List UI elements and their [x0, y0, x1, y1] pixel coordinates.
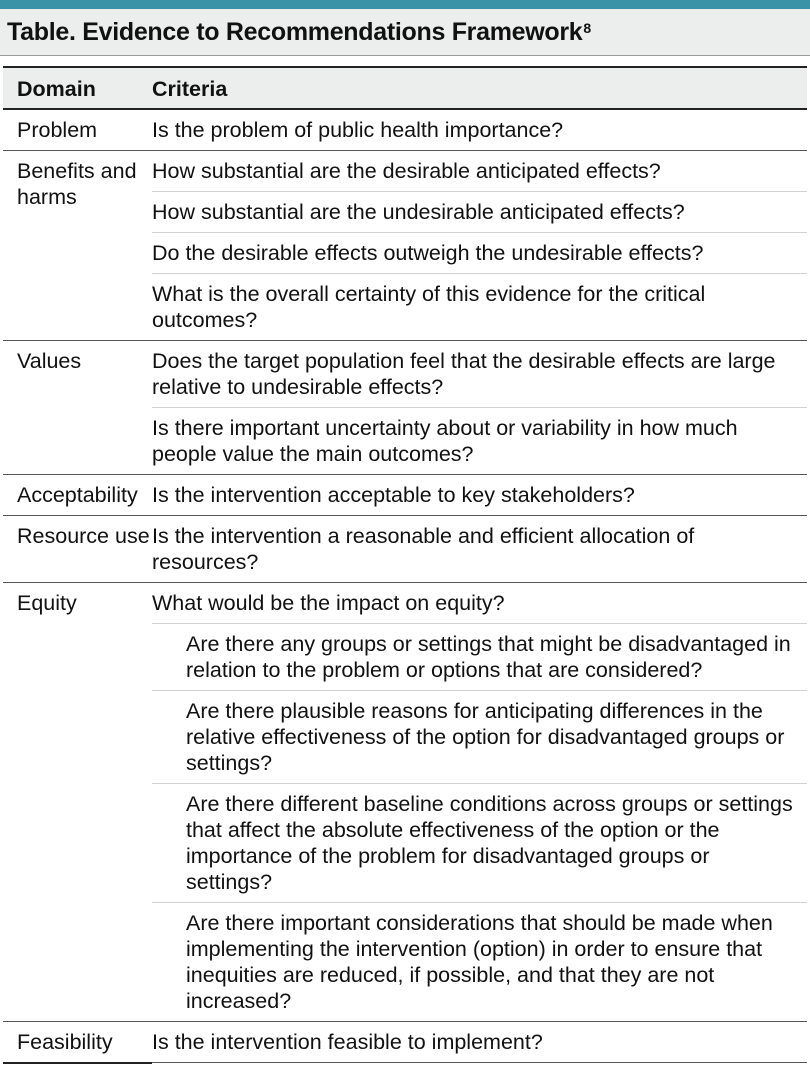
criteria-cell: Is there important uncertainty about or variability in how much people value the main outcomes?	[152, 408, 807, 475]
criteria-cell: Is the problem of public health importance?	[152, 109, 807, 151]
domain-cell: Resource use	[3, 516, 152, 583]
domain-cell: Equity	[3, 583, 152, 1022]
criteria-cell: What is the overall certainty of this evidence for the critical outcomes?	[152, 274, 807, 341]
domain-cell: Benefits and harms	[3, 151, 152, 341]
table-row	[3, 583, 807, 624]
table-row	[3, 151, 807, 192]
table-title	[0, 9, 810, 56]
domain-cell: Values	[3, 341, 152, 475]
table-row	[3, 516, 807, 583]
subcriteria-cell: Are there different baseline conditions across groups or settings that affect the absolute effectiveness of the option or the importance of the problem for disadvantaged groups or settings?	[152, 784, 807, 903]
criteria-cell: Is the intervention a reasonable and efficient allocation of resources?	[152, 516, 807, 583]
column-header-criteria: Criteria	[152, 67, 807, 109]
table-row	[3, 109, 807, 151]
column-header-domain: Domain	[3, 67, 152, 109]
criteria-cell: Is the intervention feasible to implement?	[152, 1022, 807, 1063]
domain-cell: Acceptability	[3, 475, 152, 516]
domain-cell: Problem	[3, 109, 152, 151]
framework-table	[3, 66, 807, 1064]
table-title-text: Table. Evidence to Recommendations Framework	[7, 17, 583, 46]
table-title-reference: 8	[583, 20, 591, 36]
criteria-cell: How substantial are the undesirable anticipated effects?	[152, 192, 807, 233]
criteria-cell: Does the target population feel that the desirable effects are large relative to undesirable effects?	[152, 341, 807, 408]
criteria-cell: Do the desirable effects outweigh the undesirable effects?	[152, 233, 807, 274]
subcriteria-cell: Are there important considerations that should be made when implementing the intervention (option) in order to ensure that inequities are reduced, if possible, and that they are not increased?	[152, 903, 807, 1022]
accent-bar	[0, 0, 810, 9]
subcriteria-cell: Are there plausible reasons for anticipating differences in the relative effectiveness of the option for disadvantaged groups or settings?	[152, 691, 807, 784]
table-header-row	[3, 67, 807, 109]
criteria-cell: What would be the impact on equity?	[152, 591, 505, 615]
criteria-cell: How substantial are the desirable anticipated effects?	[152, 151, 807, 192]
table-row	[3, 475, 807, 516]
table-row	[3, 1022, 807, 1063]
subcriteria-cell: Are there any groups or settings that might be disadvantaged in relation to the problem or options that are considered?	[152, 624, 807, 691]
criteria-cell: Is the intervention acceptable to key stakeholders?	[152, 475, 807, 516]
domain-cell: Feasibility	[3, 1022, 152, 1063]
table-row	[3, 341, 807, 408]
